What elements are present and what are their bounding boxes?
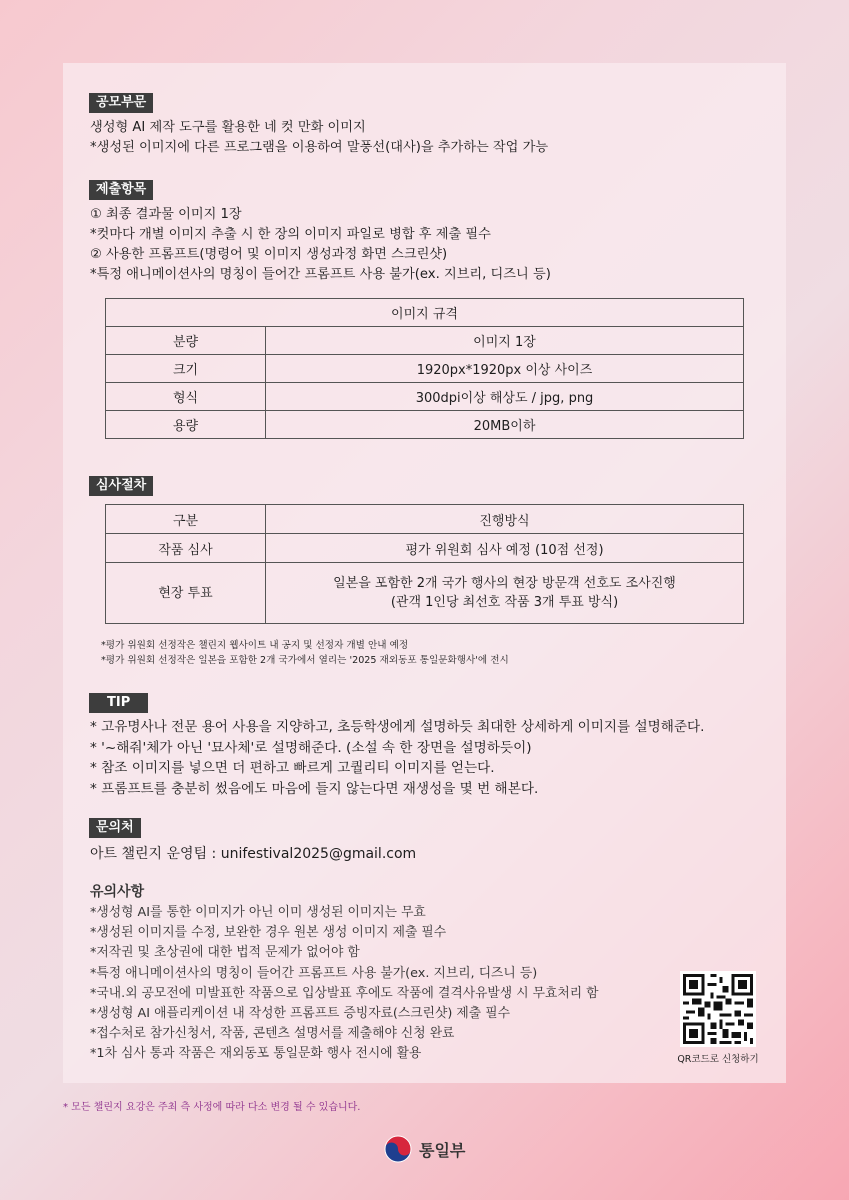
spec-table-title: 이미지 규격 (106, 299, 744, 327)
tip-line: * 고유명사나 전문 용어 사용을 지양하고, 초등학생에게 설명하듯 최대한 상세하게 이미지를 설명해준다. (90, 719, 705, 735)
caution-line: *생성된 이미지를 수정, 보완한 경우 원본 생성 이미지 제출 필수 (90, 925, 447, 941)
qr-code-icon[interactable] (680, 971, 756, 1047)
spec-value: 이미지 1장 (266, 327, 744, 355)
ministry-logo (383, 1133, 465, 1165)
tip-line: * 프롬프트를 충분히 썼음에도 마음에 들지 않는다면 재생성을 몇 번 해본다. (90, 780, 539, 797)
tip-line: * '~해줘'체가 아닌 '묘사체'로 설명해준다. (소설 속 한 장면을 설명하듯이) (90, 739, 532, 756)
review-notes (101, 638, 509, 668)
section-label-category: 공모부문 (89, 93, 153, 113)
review-key: 작품 심사 (106, 534, 266, 563)
caution-line: *생성형 AI 애플리케이션 내 작성한 프롬프트 증빙자료(스크린샷) 제출 필수 (90, 1006, 510, 1022)
submission-line: *특정 애니메이션사의 명칭이 들어간 프롬프트 사용 불가(ex. 지브리, 디즈니 등) (90, 267, 551, 282)
review-process-table (105, 504, 744, 624)
submission-line: *컷마다 개별 이미지 추출 시 한 장의 이미지 파일로 병합 후 제출 필수 (90, 227, 491, 242)
content-card (63, 63, 786, 1083)
submission-line: ① 최종 결과물 이미지 1장 (90, 207, 242, 222)
tip-line: * 참조 이미지를 넣으면 더 편하고 빠르게 고퀄리티 이미지를 얻는다. (90, 760, 495, 776)
table-row (106, 505, 744, 534)
table-row (106, 411, 744, 439)
ministry-name: 통일부 (419, 1140, 466, 1160)
caution-line: *국내.외 공모전에 미발표한 작품으로 입상발표 후에도 작품에 결격사유발생 시 무효처리 함 (90, 985, 599, 1001)
review-value (266, 563, 744, 624)
table-row (106, 534, 744, 563)
spec-key: 분량 (106, 327, 266, 355)
table-header: 진행방식 (266, 505, 744, 534)
note-line: *평가 위원회 선정작은 챌린지 웹사이트 내 공지 및 선정자 개별 안내 예정 (101, 640, 409, 651)
spec-key: 크기 (106, 355, 266, 383)
table-header: 구분 (106, 505, 266, 534)
review-value: 평가 위원회 심사 예정 (10점 선정) (266, 534, 744, 563)
caution-title: 유의사항 (90, 884, 145, 900)
qr-caption: QR코드로 신청하기 (677, 1054, 759, 1065)
review-value-line: (관객 1인당 최선호 작품 3개 투표 방식) (390, 595, 619, 610)
submission-text (90, 205, 551, 285)
caution-line: *접수처로 참가신청서, 작품, 콘텐츠 설명서를 제출해야 신청 완료 (90, 1026, 455, 1042)
review-value-line: 일본을 포함한 2개 국가 행사의 현장 방문객 선호도 조사진행 (333, 576, 676, 591)
category-text (90, 118, 548, 158)
table-row (106, 383, 744, 411)
section-label-tip: TIP (89, 693, 148, 713)
caution-list (90, 903, 599, 1065)
category-line: 생성형 AI 제작 도구를 활용한 네 컷 만화 이미지 (90, 120, 366, 135)
review-key: 현장 투표 (106, 563, 266, 624)
caution-line: *특정 애니메이션사의 명칭이 들어간 프롬프트 사용 불가(ex. 지브리, 디즈니 등) (90, 965, 538, 981)
caution-line: *생성형 AI를 통한 이미지가 아닌 이미 생성된 이미지는 무효 (90, 905, 426, 920)
spec-value: 300dpi이상 해상도 / jpg, png (266, 383, 744, 411)
image-spec-table (105, 298, 744, 439)
caution-line: *저작권 및 초상권에 대한 법적 문제가 없어야 함 (90, 945, 360, 961)
submission-line: ② 사용한 프롬프트(명령어 및 이미지 생성과정 화면 스크린샷) (90, 247, 448, 262)
section-label-contact: 문의처 (89, 818, 141, 838)
table-row (106, 355, 744, 383)
taegeuk-icon (383, 1134, 413, 1164)
tip-text (90, 717, 705, 799)
section-label-submission: 제출항목 (89, 180, 153, 200)
caution-line: *1차 심사 통과 작품은 재외동포 통일문화 행사 전시에 활용 (90, 1046, 422, 1062)
note-line: *평가 위원회 선정작은 일본을 포함한 2개 국가에서 열리는 '2025 재외동포 통일문화행사'에 전시 (101, 655, 509, 666)
category-line: *생성된 이미지에 다른 프로그램을 이용하여 말풍선(대사)을 추가하는 작업 가능 (90, 140, 549, 155)
spec-key: 용량 (106, 411, 266, 439)
footnote: * 모든 챌린지 요강은 주최 측 사정에 따라 다소 변경 될 수 있습니다. (63, 1102, 361, 1113)
section-label-review: 심사절차 (89, 476, 153, 496)
table-row (106, 563, 744, 624)
spec-value: 20MB이하 (266, 411, 744, 439)
spec-value: 1920px*1920px 이상 사이즈 (266, 355, 744, 383)
contact-email: 아트 챌린지 운영팀 : unifestival2025@gmail.com (90, 846, 417, 862)
spec-key: 형식 (106, 383, 266, 411)
table-row (106, 327, 744, 355)
table-row (106, 299, 744, 327)
